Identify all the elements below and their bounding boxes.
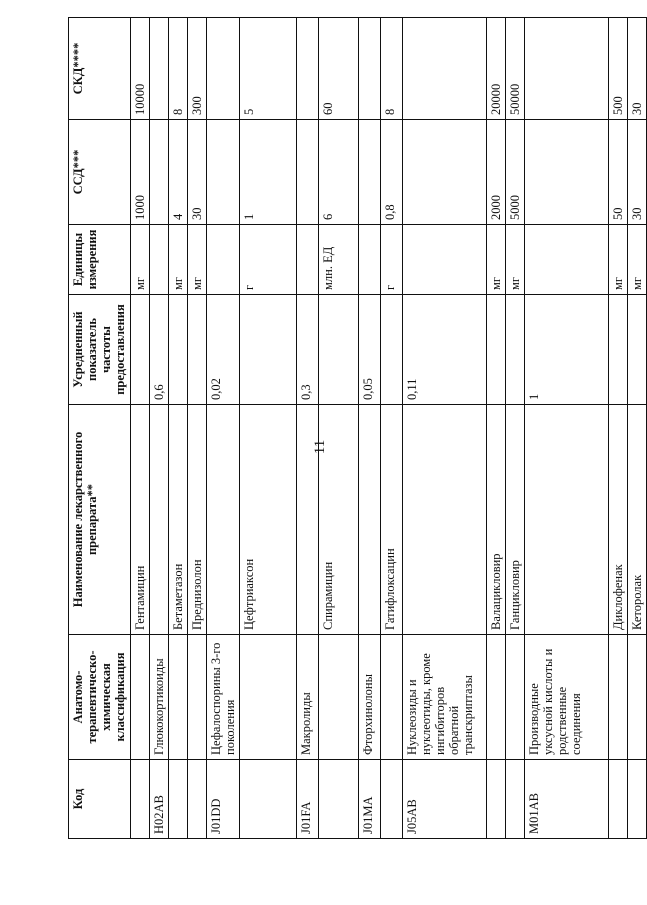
cell-atc <box>188 635 207 760</box>
table-row <box>131 18 150 839</box>
table-row <box>150 18 169 839</box>
cell-drug: Преднизолон <box>188 405 207 635</box>
cell-ssd <box>525 120 609 225</box>
header-atc: Анатомо-терапевтическо-химическая классификация <box>69 635 131 760</box>
table-row <box>297 18 319 839</box>
cell-atc: Цефалоспорины 3-го поколения <box>207 635 240 760</box>
cell-code: J01FA <box>297 760 319 839</box>
cell-code: M01AB <box>525 760 609 839</box>
cell-freq <box>609 295 628 405</box>
cell-unit: млн. ЕД <box>319 225 359 295</box>
cell-atc: Макролиды <box>297 635 319 760</box>
cell-ssd: 4 <box>169 120 188 225</box>
cell-freq <box>506 295 525 405</box>
cell-ssd: 1000 <box>131 120 150 225</box>
cell-unit <box>150 225 169 295</box>
cell-skd: 500 <box>609 18 628 120</box>
cell-ssd <box>359 120 381 225</box>
cell-drug <box>359 405 381 635</box>
cell-drug: Диклофенак <box>609 405 628 635</box>
table-row <box>169 18 188 839</box>
drug-table <box>68 17 647 839</box>
cell-skd: 8 <box>381 18 403 120</box>
cell-code <box>240 760 297 839</box>
cell-unit: мг <box>487 225 506 295</box>
cell-unit: г <box>381 225 403 295</box>
table-row <box>359 18 381 839</box>
cell-unit: мг <box>169 225 188 295</box>
cell-ssd: 2000 <box>487 120 506 225</box>
cell-unit: мг <box>506 225 525 295</box>
cell-atc: Фторхинолоны <box>359 635 381 760</box>
cell-code: J01MA <box>359 760 381 839</box>
cell-unit <box>297 225 319 295</box>
cell-unit <box>403 225 487 295</box>
cell-skd: 10000 <box>131 18 150 120</box>
table-row <box>487 18 506 839</box>
cell-code <box>319 760 359 839</box>
cell-code <box>131 760 150 839</box>
cell-atc <box>487 635 506 760</box>
cell-freq <box>169 295 188 405</box>
cell-unit <box>359 225 381 295</box>
cell-freq <box>240 295 297 405</box>
header-skd: СКД**** <box>69 18 131 120</box>
table-row <box>188 18 207 839</box>
cell-unit <box>207 225 240 295</box>
cell-drug <box>297 405 319 635</box>
cell-code <box>381 760 403 839</box>
cell-ssd <box>403 120 487 225</box>
cell-skd: 60 <box>319 18 359 120</box>
header-code: Код <box>69 760 131 839</box>
cell-ssd: 1 <box>240 120 297 225</box>
cell-code: J01DD <box>207 760 240 839</box>
cell-code <box>506 760 525 839</box>
cell-skd <box>359 18 381 120</box>
cell-skd <box>403 18 487 120</box>
cell-atc <box>169 635 188 760</box>
cell-code <box>487 760 506 839</box>
cell-freq: 0,6 <box>150 295 169 405</box>
table-row <box>609 18 628 839</box>
cell-drug <box>403 405 487 635</box>
table-row <box>240 18 297 839</box>
table-row <box>381 18 403 839</box>
cell-code <box>609 760 628 839</box>
cell-code <box>169 760 188 839</box>
table-row <box>525 18 609 839</box>
cell-ssd: 50 <box>609 120 628 225</box>
cell-drug <box>525 405 609 635</box>
cell-ssd <box>207 120 240 225</box>
cell-atc: Глюкокортикоиды <box>150 635 169 760</box>
cell-drug <box>207 405 240 635</box>
cell-unit: г <box>240 225 297 295</box>
cell-atc <box>240 635 297 760</box>
cell-skd: 20000 <box>487 18 506 120</box>
table-row <box>506 18 525 839</box>
cell-drug: Гатифлоксацин <box>381 405 403 635</box>
cell-freq: 0,05 <box>359 295 381 405</box>
cell-unit: мг <box>609 225 628 295</box>
table-container <box>68 18 644 839</box>
cell-ssd: 30 <box>188 120 207 225</box>
header-ssd: ССД*** <box>69 120 131 225</box>
cell-freq: 0,3 <box>297 295 319 405</box>
cell-atc <box>381 635 403 760</box>
cell-skd: 5 <box>240 18 297 120</box>
cell-freq: 0,02 <box>207 295 240 405</box>
cell-drug: Бетаметазон <box>169 405 188 635</box>
cell-skd: 300 <box>188 18 207 120</box>
cell-drug: Спирамицин <box>319 405 359 635</box>
cell-skd: 8 <box>169 18 188 120</box>
cell-skd <box>297 18 319 120</box>
cell-skd <box>525 18 609 120</box>
cell-unit <box>525 225 609 295</box>
cell-atc: Нуклеозиды и нуклеотиды, кроме ингибиторов обратной транскриптазы <box>403 635 487 760</box>
cell-atc <box>319 635 359 760</box>
cell-skd: 30 <box>628 18 647 120</box>
table-header-row <box>69 18 131 839</box>
cell-ssd <box>297 120 319 225</box>
cell-ssd: 0,8 <box>381 120 403 225</box>
table-row <box>319 18 359 839</box>
cell-code: H02AB <box>150 760 169 839</box>
cell-ssd <box>150 120 169 225</box>
cell-code <box>188 760 207 839</box>
cell-unit: мг <box>131 225 150 295</box>
cell-freq <box>188 295 207 405</box>
cell-skd: 50000 <box>506 18 525 120</box>
cell-freq: 0,11 <box>403 295 487 405</box>
header-unit: Единицы измерения <box>69 225 131 295</box>
cell-code <box>628 760 647 839</box>
cell-atc <box>131 635 150 760</box>
cell-freq <box>487 295 506 405</box>
cell-drug <box>150 405 169 635</box>
header-freq: Усредненный показатель частоты предоставления <box>69 295 131 405</box>
cell-freq <box>131 295 150 405</box>
cell-unit: мг <box>188 225 207 295</box>
page-number: 11 <box>312 439 328 455</box>
cell-freq <box>381 295 403 405</box>
cell-drug: Валацикловир <box>487 405 506 635</box>
cell-skd <box>207 18 240 120</box>
cell-ssd: 5000 <box>506 120 525 225</box>
cell-freq <box>319 295 359 405</box>
cell-ssd: 6 <box>319 120 359 225</box>
cell-skd <box>150 18 169 120</box>
cell-drug: Кеторолак <box>628 405 647 635</box>
cell-freq: 1 <box>525 295 609 405</box>
cell-atc <box>506 635 525 760</box>
table-row <box>403 18 487 839</box>
cell-atc <box>628 635 647 760</box>
cell-atc: Производные уксусной кислоты и родственные соединения <box>525 635 609 760</box>
cell-drug: Ганцикловир <box>506 405 525 635</box>
cell-ssd: 30 <box>628 120 647 225</box>
cell-drug: Гентамицин <box>131 405 150 635</box>
cell-freq <box>628 295 647 405</box>
table-row <box>207 18 240 839</box>
cell-drug: Цефтриаксон <box>240 405 297 635</box>
table-row <box>628 18 647 839</box>
cell-atc <box>609 635 628 760</box>
header-drug: Наименование лекарственного препарата** <box>69 405 131 635</box>
cell-code: J05AB <box>403 760 487 839</box>
cell-unit: мг <box>628 225 647 295</box>
